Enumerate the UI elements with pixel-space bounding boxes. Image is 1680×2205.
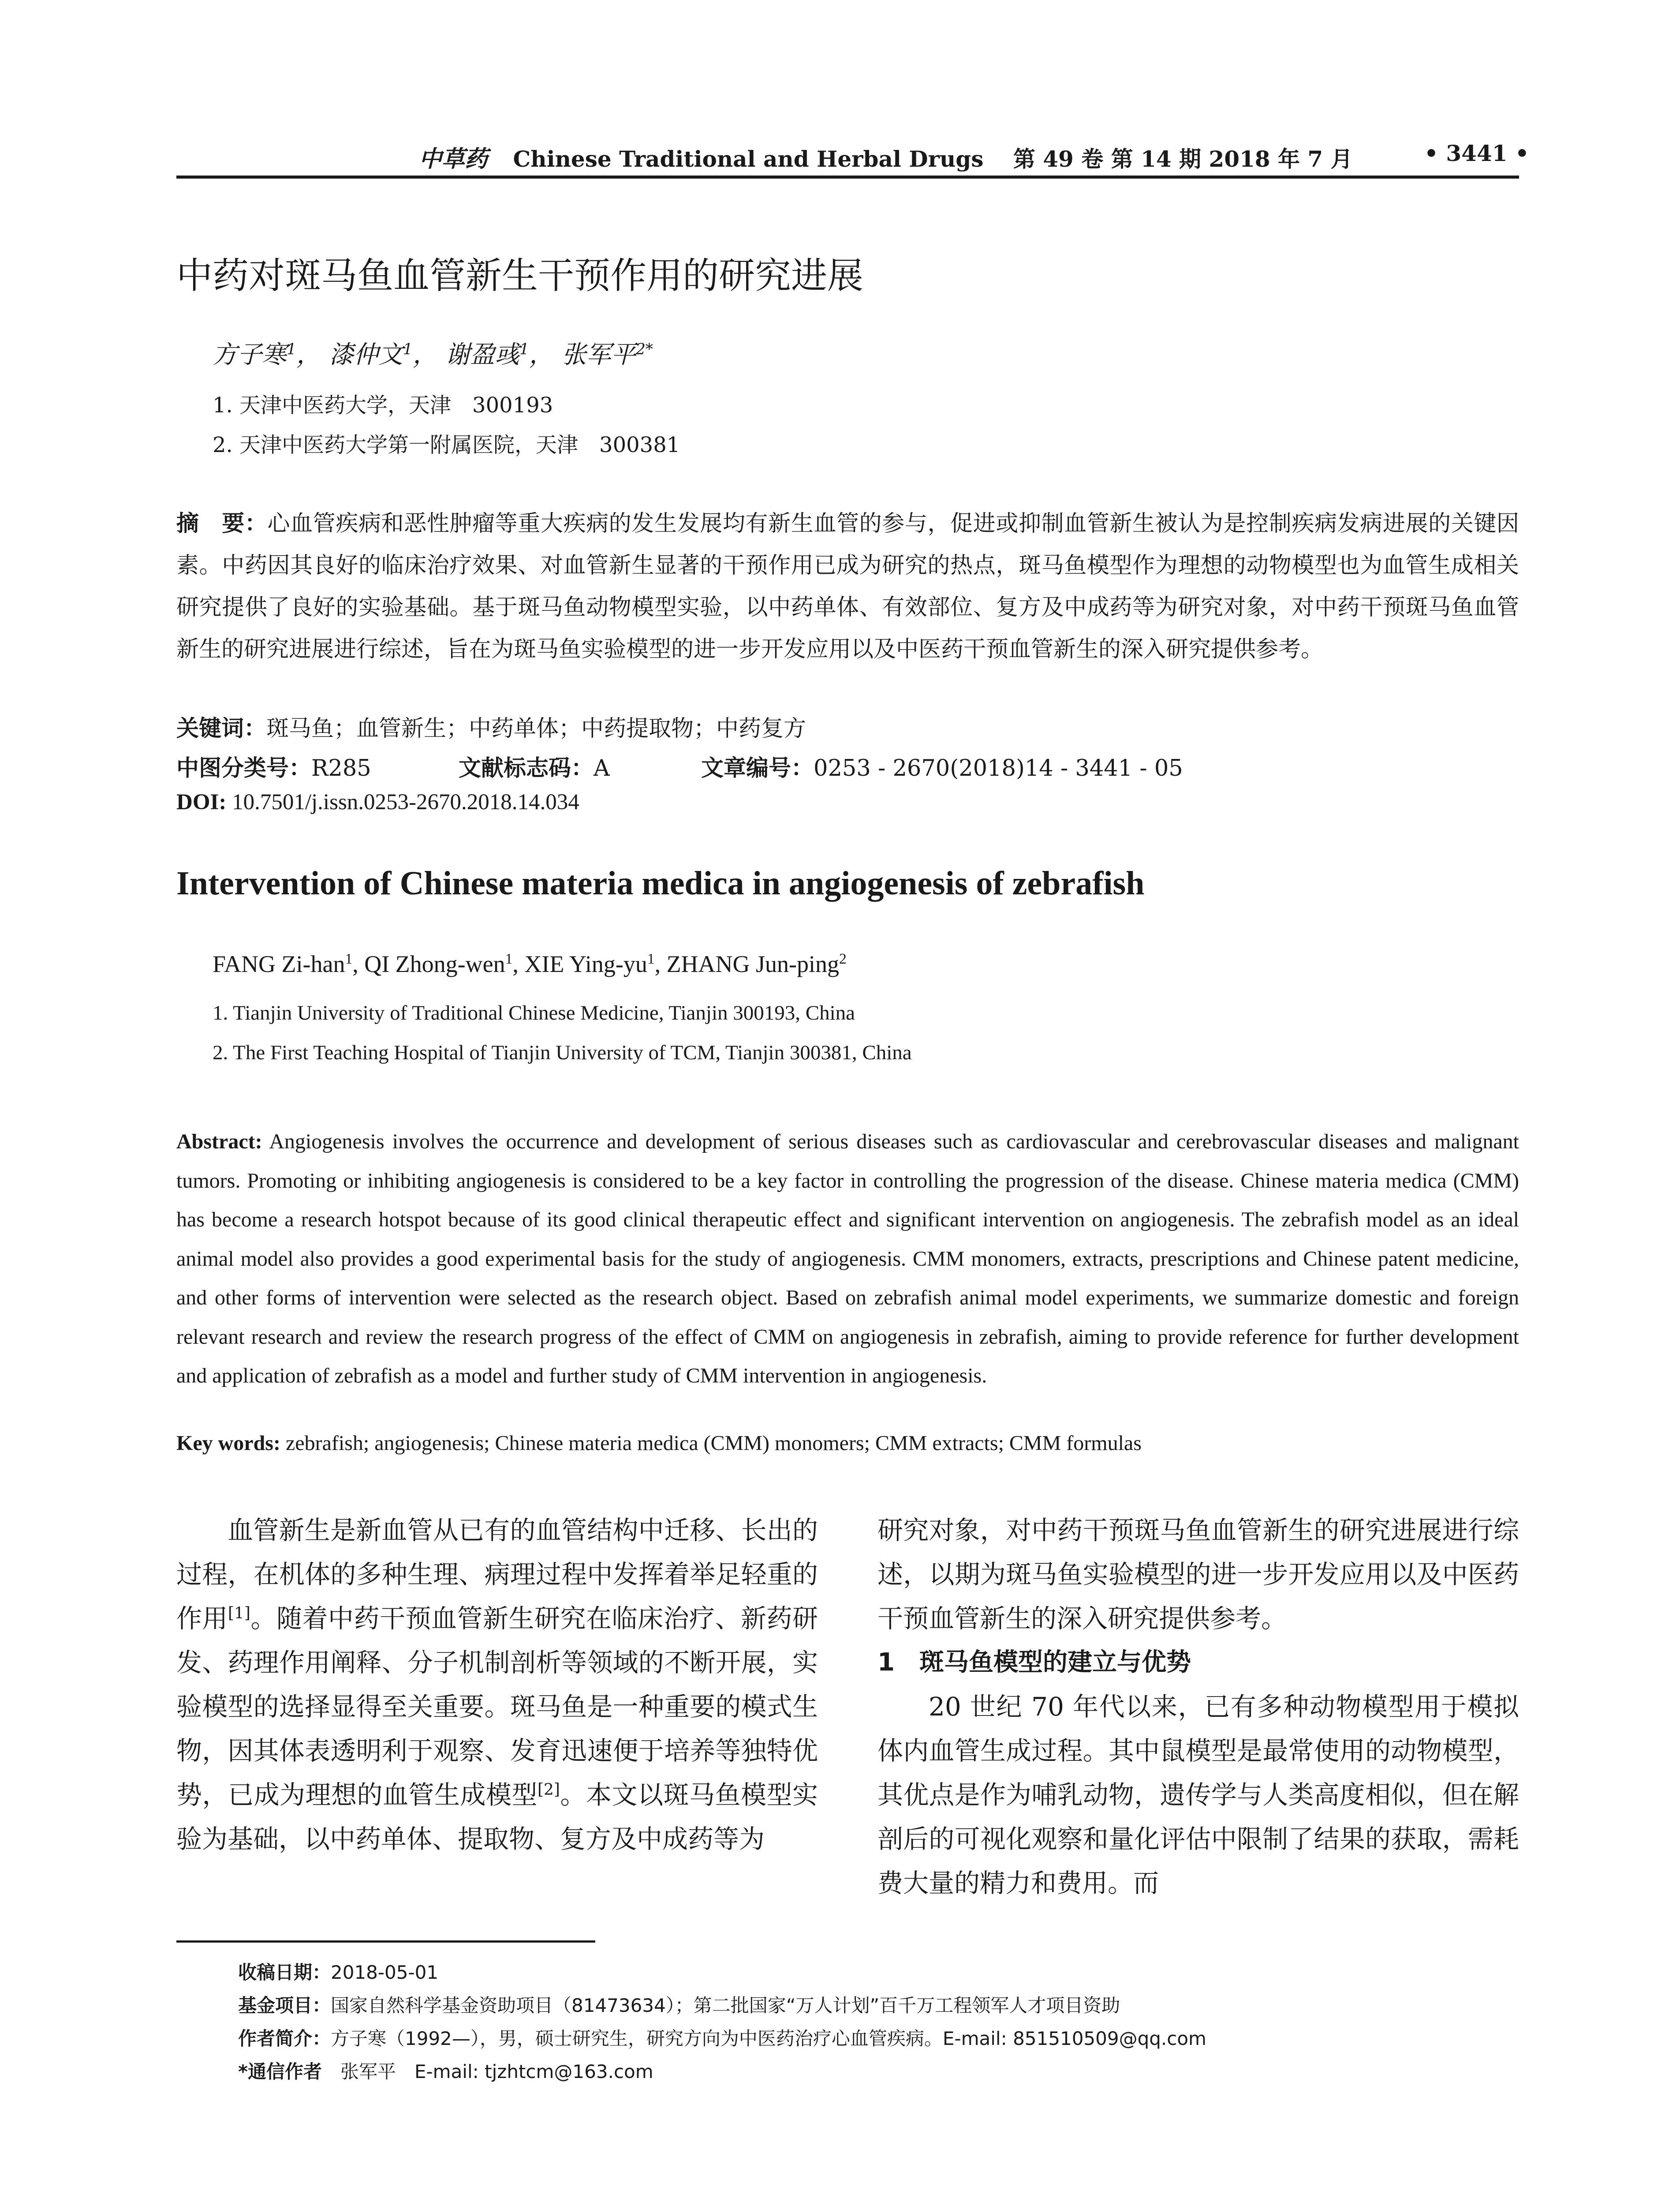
body-column-right <box>877 1508 1519 1905</box>
abstract-en-label: Abstract: <box>176 1130 262 1153</box>
footnote-author-bio: 作者简介：方子寒（1992—），男，硕士研究生，研究方向为中医药治疗心血管疾病。E-mail: 851510509@qq.com <box>238 2028 1206 2049</box>
author-cn: 谢盈彧$^1$， <box>445 340 554 369</box>
keywords-cn <box>176 710 806 743</box>
keywords-cn-text: 斑马鱼；血管新生；中药单体；中药提取物；中药复方 <box>266 716 806 742</box>
body-paragraph: 20 世纪 70 年代以来，已有多种动物模型用于模拟体内血管生成过程。其中鼠模型是最常使用的动物模型，其优点是作为哺乳动物，遗传学与人类高度相似，但在解剖后的可视化观察和量化评估中限制了结果的获取，需耗费大量的精力和费用。而 <box>877 1692 1519 1898</box>
doi-line: DOI: 10.7501/j.issn.0253-2670.2018.14.034 <box>176 790 579 815</box>
author-cn: 漆仲文$^1$， <box>329 340 437 369</box>
classification-line: 中图分类号：R285 <box>176 755 371 781</box>
body-paragraph: 研究对象，对中药干预斑马鱼血管新生的研究进展进行综述，以期为斑马鱼实验模型的进一步开发应用以及中医药干预血管新生的深入研究提供参考。 <box>877 1515 1519 1633</box>
title-cn: 中药对斑马鱼血管新生干预作用的研究进展 <box>176 255 864 297</box>
keywords-en-label: Key words: <box>176 1431 280 1455</box>
author-en: XIE Ying-$yu^1$, <box>524 951 667 977</box>
keywords-cn-label: 关键词： <box>176 716 267 742</box>
footnote-corresponding: *通信作者 张军平 E-mail: tjzhtcm@163.com <box>238 2061 653 2082</box>
journal-name-cn: 中草药 <box>419 146 488 172</box>
affiliation-en-2: 2. The First Teaching Hospital of Tianjin University of TCM, Tianjin 300381, China <box>213 1041 912 1064</box>
section-heading: 1 斑马鱼模型的建立与优势 <box>877 1648 1191 1677</box>
body-column-left <box>176 1508 818 1861</box>
citation-ref[interactable]: [2] <box>538 1780 560 1799</box>
clc-number: R285 <box>311 755 371 781</box>
keywords-en-text: zebrafish; angiogenesis; Chinese materia medica (CMM) monomers; CMM extracts; CMM formulas <box>285 1431 1142 1455</box>
abstract-cn-label: 摘 要： <box>176 511 268 537</box>
running-header <box>419 140 1353 176</box>
body-paragraph: 血管新生是新血管从已有的血管结构中迁移、长出的过程，在机体的多种生理、病理过程中发挥着举足轻重的作用[1]。随着中药干预血管新生研究在临床治疗、新药研发、药理作用阐释、分子机制剖析等领域的不断开展，实验模型的选择显得至关重要。斑马鱼是一种重要的模式生物，因其体表透明利于观察、发育迅速便于培养等独特优势，已成为理想的血管生成模型[2]。本文以斑马鱼模型实验为基础，以中药单体、提取物、复方及中成药等为 <box>176 1515 818 1854</box>
header-rule <box>176 176 1519 179</box>
author-en: QI Zhong-wen$^1$, <box>364 951 525 977</box>
issue-info: 第 49 卷 第 14 期 2018 年 7 月 <box>1013 146 1353 172</box>
footnote-fund: 基金项目：国家自然科学基金资助项目（81473634）；第二批国家“万人计划”百千万工程领军人才项目资助 <box>238 1995 1120 2016</box>
affiliation-cn-1: 1. 天津中医药大学，天津 300193 <box>213 393 553 418</box>
journal-name-en: Chinese Traditional and Herbal Drugs <box>513 146 984 172</box>
page-number: • 3441 • <box>1424 140 1529 166</box>
abstract-cn-text: 心血管疾病和恶性肿瘤等重大疾病的发生发展均有新生血管的参与，促进或抑制血管新生被认为是控制疾病发病进展的关键因素。中药因其良好的临床治疗效果、对血管新生显著的干预作用已成为研究的热点，斑马鱼模型作为理想的动物模型也为血管生成相关研究提供了良好的实验基础。基于斑马鱼动物模型实验，以中药单体、有效部位、复方及中成药等为研究对象，对中药干预斑马鱼血管新生的研究进展进行综述，旨在为斑马鱼实验模型的进一步开发应用以及中医药干预血管新生的深入研究提供参考。 <box>176 511 1519 662</box>
author-en: ZHANG Jun-ping$^2$ <box>666 951 847 977</box>
footnote-received: 收稿日期：2018-05-01 <box>238 1962 439 1983</box>
article-number: 文章编号：0253 - 2670(2018)14 - 3441 - 05 <box>701 755 1183 781</box>
author-cn: 方子寒$^1$， <box>213 340 321 369</box>
abstract-cn <box>176 503 1519 670</box>
author-en: FANG Zi-han$^1$, <box>213 951 365 977</box>
affiliation-en-1: 1. Tianjin University of Traditional Chinese Medicine, Tianjin 300193, China <box>213 1002 855 1024</box>
authors-cn <box>213 335 653 370</box>
doc-code: 文献标志码：A <box>459 755 610 781</box>
doi-link[interactable]: 10.7501/j.issn.0253-2670.2018.14.034 <box>232 790 579 815</box>
title-en: Intervention of Chinese materia medica in angiogenesis of zebrafish <box>176 865 1145 902</box>
authors-en <box>213 950 847 978</box>
keywords-en <box>176 1431 1142 1455</box>
author-cn: 张军平$^{2*}$ <box>561 340 653 369</box>
abstract-en-text: Angiogenesis involves the occurrence and development of serious diseases such as cardiovascular and cerebrovascular diseases and malignant tumors. Promoting or inhibiting angiogenesis is considered to be a key factor in controlling the progression of the disease. Chinese materia medica (CMM) has become a research hotspot because of its good clinical therapeutic effect and significant intervention on angiogenesis. The zebrafish model as an ideal animal model also provides a good experimental basis for the study of angiogenesis. CMM monomers, extracts, prescriptions and Chinese patent medicine, and other forms of intervention were selected as the research object. Based on zebrafish animal model experiments, we summarize domestic and foreign relevant research and review the research progress of the effect of CMM on angiogenesis in zebrafish, aiming to provide reference for further development and application of zebrafish as a model and further study of CMM intervention in angiogenesis. <box>176 1130 1519 1387</box>
affiliation-cn-2: 2. 天津中医药大学第一附属医院，天津 300381 <box>213 433 680 457</box>
abstract-en <box>176 1122 1519 1396</box>
footnote-rule <box>176 1940 595 1943</box>
citation-ref[interactable]: [1] <box>228 1604 250 1622</box>
